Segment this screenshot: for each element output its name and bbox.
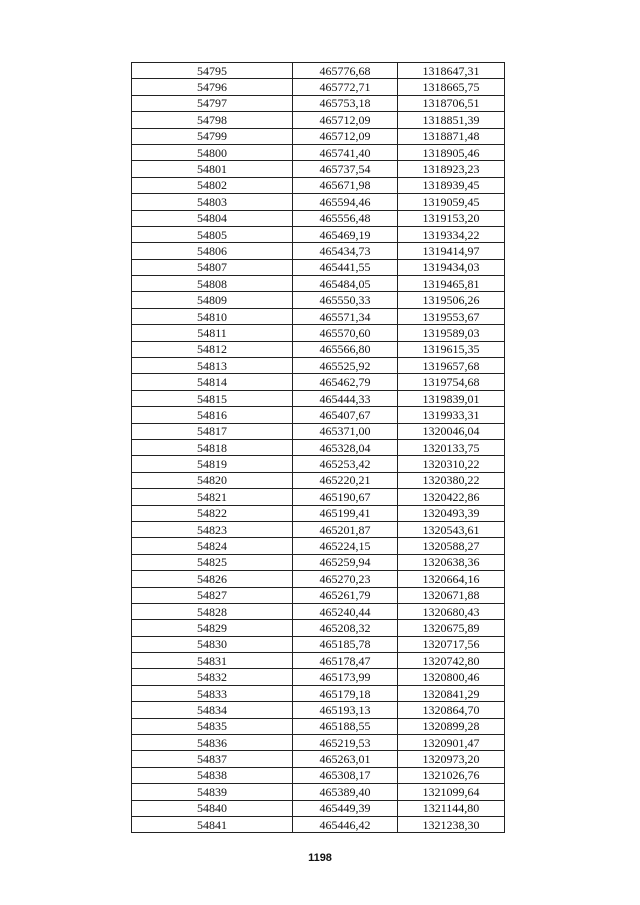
- point-number-cell: 54831: [132, 653, 293, 669]
- y-coordinate-cell: 1320841,29: [398, 685, 505, 701]
- table-row: [132, 407, 505, 423]
- x-coordinate-cell: 465179,18: [293, 685, 398, 701]
- table-row: [132, 702, 505, 718]
- y-coordinate-cell: 1320800,46: [398, 669, 505, 685]
- table-row: [132, 390, 505, 406]
- table-row: [132, 685, 505, 701]
- x-coordinate-cell: 465776,68: [293, 63, 398, 79]
- y-coordinate-cell: 1321238,30: [398, 816, 505, 832]
- x-coordinate-cell: 465219,53: [293, 735, 398, 751]
- table-row: [132, 210, 505, 226]
- point-number-cell: 54834: [132, 702, 293, 718]
- x-coordinate-cell: 465328,04: [293, 439, 398, 455]
- table-row: [132, 603, 505, 619]
- point-number-cell: 54815: [132, 390, 293, 406]
- x-coordinate-cell: 465469,19: [293, 226, 398, 242]
- y-coordinate-cell: 1319334,22: [398, 226, 505, 242]
- point-number-cell: 54841: [132, 816, 293, 832]
- y-coordinate-cell: 1320973,20: [398, 751, 505, 767]
- point-number-cell: 54838: [132, 767, 293, 783]
- point-number-cell: 54801: [132, 161, 293, 177]
- y-coordinate-cell: 1319754,68: [398, 374, 505, 390]
- table-row: [132, 489, 505, 505]
- x-coordinate-cell: 465570,60: [293, 325, 398, 341]
- y-coordinate-cell: 1318871,48: [398, 128, 505, 144]
- x-coordinate-cell: 465484,05: [293, 276, 398, 292]
- point-number-cell: 54814: [132, 374, 293, 390]
- table-row: [132, 587, 505, 603]
- y-coordinate-cell: 1320133,75: [398, 439, 505, 455]
- point-number-cell: 54797: [132, 95, 293, 111]
- coordinates-table-body: [132, 63, 505, 833]
- x-coordinate-cell: 465201,87: [293, 521, 398, 537]
- point-number-cell: 54823: [132, 521, 293, 537]
- point-number-cell: 54839: [132, 784, 293, 800]
- x-coordinate-cell: 465199,41: [293, 505, 398, 521]
- y-coordinate-cell: 1319465,81: [398, 276, 505, 292]
- y-coordinate-cell: 1320543,61: [398, 521, 505, 537]
- table-row: [132, 374, 505, 390]
- point-number-cell: 54812: [132, 341, 293, 357]
- x-coordinate-cell: 465173,99: [293, 669, 398, 685]
- x-coordinate-cell: 465220,21: [293, 472, 398, 488]
- x-coordinate-cell: 465224,15: [293, 538, 398, 554]
- x-coordinate-cell: 465446,42: [293, 816, 398, 832]
- x-coordinate-cell: 465185,78: [293, 636, 398, 652]
- point-number-cell: 54802: [132, 177, 293, 193]
- point-number-cell: 54829: [132, 620, 293, 636]
- y-coordinate-cell: 1319933,31: [398, 407, 505, 423]
- point-number-cell: 54803: [132, 194, 293, 210]
- y-coordinate-cell: 1319615,35: [398, 341, 505, 357]
- table-row: [132, 472, 505, 488]
- x-coordinate-cell: 465188,55: [293, 718, 398, 734]
- x-coordinate-cell: 465308,17: [293, 767, 398, 783]
- point-number-cell: 54817: [132, 423, 293, 439]
- y-coordinate-cell: 1319414,97: [398, 243, 505, 259]
- y-coordinate-cell: 1318923,23: [398, 161, 505, 177]
- y-coordinate-cell: 1320638,36: [398, 554, 505, 570]
- x-coordinate-cell: 465389,40: [293, 784, 398, 800]
- y-coordinate-cell: 1318905,46: [398, 144, 505, 160]
- point-number-cell: 54799: [132, 128, 293, 144]
- table-row: [132, 669, 505, 685]
- y-coordinate-cell: 1320899,28: [398, 718, 505, 734]
- point-number-cell: 54840: [132, 800, 293, 816]
- x-coordinate-cell: 465371,00: [293, 423, 398, 439]
- point-number-cell: 54796: [132, 79, 293, 95]
- point-number-cell: 54824: [132, 538, 293, 554]
- point-number-cell: 54827: [132, 587, 293, 603]
- table-row: [132, 718, 505, 734]
- x-coordinate-cell: 465261,79: [293, 587, 398, 603]
- point-number-cell: 54832: [132, 669, 293, 685]
- table-row: [132, 636, 505, 652]
- table-row: [132, 194, 505, 210]
- y-coordinate-cell: 1319434,03: [398, 259, 505, 275]
- table-row: [132, 63, 505, 79]
- table-row: [132, 439, 505, 455]
- x-coordinate-cell: 465712,09: [293, 128, 398, 144]
- x-coordinate-cell: 465525,92: [293, 358, 398, 374]
- table-row: [132, 735, 505, 751]
- point-number-cell: 54807: [132, 259, 293, 275]
- point-number-cell: 54820: [132, 472, 293, 488]
- y-coordinate-cell: 1318939,45: [398, 177, 505, 193]
- table-row: [132, 95, 505, 111]
- table-row: [132, 276, 505, 292]
- table-row: [132, 816, 505, 832]
- point-number-cell: 54804: [132, 210, 293, 226]
- y-coordinate-cell: 1320310,22: [398, 456, 505, 472]
- x-coordinate-cell: 465737,54: [293, 161, 398, 177]
- x-coordinate-cell: 465178,47: [293, 653, 398, 669]
- table-row: [132, 784, 505, 800]
- y-coordinate-cell: 1319153,20: [398, 210, 505, 226]
- table-row: [132, 456, 505, 472]
- table-row: [132, 800, 505, 816]
- y-coordinate-cell: 1319839,01: [398, 390, 505, 406]
- x-coordinate-cell: 465462,79: [293, 374, 398, 390]
- point-number-cell: 54795: [132, 63, 293, 79]
- y-coordinate-cell: 1320675,89: [398, 620, 505, 636]
- table-row: [132, 308, 505, 324]
- y-coordinate-cell: 1320717,56: [398, 636, 505, 652]
- point-number-cell: 54819: [132, 456, 293, 472]
- x-coordinate-cell: 465772,71: [293, 79, 398, 95]
- point-number-cell: 54821: [132, 489, 293, 505]
- y-coordinate-cell: 1319657,68: [398, 358, 505, 374]
- y-coordinate-cell: 1320493,39: [398, 505, 505, 521]
- point-number-cell: 54822: [132, 505, 293, 521]
- x-coordinate-cell: 465594,46: [293, 194, 398, 210]
- x-coordinate-cell: 465671,98: [293, 177, 398, 193]
- point-number-cell: 54810: [132, 308, 293, 324]
- table-row: [132, 226, 505, 242]
- point-number-cell: 54806: [132, 243, 293, 259]
- table-row: [132, 341, 505, 357]
- table-row: [132, 653, 505, 669]
- x-coordinate-cell: 465753,18: [293, 95, 398, 111]
- point-number-cell: 54816: [132, 407, 293, 423]
- x-coordinate-cell: 465449,39: [293, 800, 398, 816]
- y-coordinate-cell: 1318665,75: [398, 79, 505, 95]
- y-coordinate-cell: 1320742,80: [398, 653, 505, 669]
- y-coordinate-cell: 1320680,43: [398, 603, 505, 619]
- table-row: [132, 161, 505, 177]
- y-coordinate-cell: 1318706,51: [398, 95, 505, 111]
- table-row: [132, 325, 505, 341]
- point-number-cell: 54835: [132, 718, 293, 734]
- y-coordinate-cell: 1321099,64: [398, 784, 505, 800]
- y-coordinate-cell: 1320046,04: [398, 423, 505, 439]
- table-row: [132, 538, 505, 554]
- x-coordinate-cell: 465712,09: [293, 112, 398, 128]
- x-coordinate-cell: 465550,33: [293, 292, 398, 308]
- y-coordinate-cell: 1320901,47: [398, 735, 505, 751]
- table-row: [132, 243, 505, 259]
- table-row: [132, 144, 505, 160]
- point-number-cell: 54813: [132, 358, 293, 374]
- x-coordinate-cell: 465571,34: [293, 308, 398, 324]
- x-coordinate-cell: 465208,32: [293, 620, 398, 636]
- x-coordinate-cell: 465253,42: [293, 456, 398, 472]
- table-row: [132, 292, 505, 308]
- point-number-cell: 54830: [132, 636, 293, 652]
- x-coordinate-cell: 465434,73: [293, 243, 398, 259]
- y-coordinate-cell: 1319553,67: [398, 308, 505, 324]
- y-coordinate-cell: 1321026,76: [398, 767, 505, 783]
- point-number-cell: 54837: [132, 751, 293, 767]
- table-row: [132, 423, 505, 439]
- x-coordinate-cell: 465240,44: [293, 603, 398, 619]
- x-coordinate-cell: 465741,40: [293, 144, 398, 160]
- point-number-cell: 54805: [132, 226, 293, 242]
- table-row: [132, 259, 505, 275]
- x-coordinate-cell: 465444,33: [293, 390, 398, 406]
- table-row: [132, 521, 505, 537]
- x-coordinate-cell: 465556,48: [293, 210, 398, 226]
- y-coordinate-cell: 1319589,03: [398, 325, 505, 341]
- table-row: [132, 128, 505, 144]
- y-coordinate-cell: 1320664,16: [398, 571, 505, 587]
- y-coordinate-cell: 1318647,31: [398, 63, 505, 79]
- table-row: [132, 505, 505, 521]
- point-number-cell: 54809: [132, 292, 293, 308]
- table-row: [132, 767, 505, 783]
- x-coordinate-cell: 465270,23: [293, 571, 398, 587]
- table-row: [132, 79, 505, 95]
- y-coordinate-cell: 1320422,86: [398, 489, 505, 505]
- y-coordinate-cell: 1320864,70: [398, 702, 505, 718]
- x-coordinate-cell: 465190,67: [293, 489, 398, 505]
- x-coordinate-cell: 465259,94: [293, 554, 398, 570]
- y-coordinate-cell: 1318851,39: [398, 112, 505, 128]
- y-coordinate-cell: 1320671,88: [398, 587, 505, 603]
- table-row: [132, 571, 505, 587]
- table-row: [132, 554, 505, 570]
- x-coordinate-cell: 465407,67: [293, 407, 398, 423]
- x-coordinate-cell: 465263,01: [293, 751, 398, 767]
- point-number-cell: 54800: [132, 144, 293, 160]
- point-number-cell: 54828: [132, 603, 293, 619]
- table-row: [132, 358, 505, 374]
- table-row: [132, 177, 505, 193]
- point-number-cell: 54825: [132, 554, 293, 570]
- table-row: [132, 620, 505, 636]
- point-number-cell: 54833: [132, 685, 293, 701]
- y-coordinate-cell: 1321144,80: [398, 800, 505, 816]
- coordinates-table: [131, 62, 505, 833]
- y-coordinate-cell: 1320588,27: [398, 538, 505, 554]
- x-coordinate-cell: 465193,13: [293, 702, 398, 718]
- y-coordinate-cell: 1319059,45: [398, 194, 505, 210]
- table-row: [132, 751, 505, 767]
- point-number-cell: 54836: [132, 735, 293, 751]
- point-number-cell: 54826: [132, 571, 293, 587]
- point-number-cell: 54808: [132, 276, 293, 292]
- point-number-cell: 54818: [132, 439, 293, 455]
- x-coordinate-cell: 465566,80: [293, 341, 398, 357]
- y-coordinate-cell: 1320380,22: [398, 472, 505, 488]
- y-coordinate-cell: 1319506,26: [398, 292, 505, 308]
- point-number-cell: 54798: [132, 112, 293, 128]
- x-coordinate-cell: 465441,55: [293, 259, 398, 275]
- page-number: 1198: [308, 852, 332, 864]
- point-number-cell: 54811: [132, 325, 293, 341]
- table-row: [132, 112, 505, 128]
